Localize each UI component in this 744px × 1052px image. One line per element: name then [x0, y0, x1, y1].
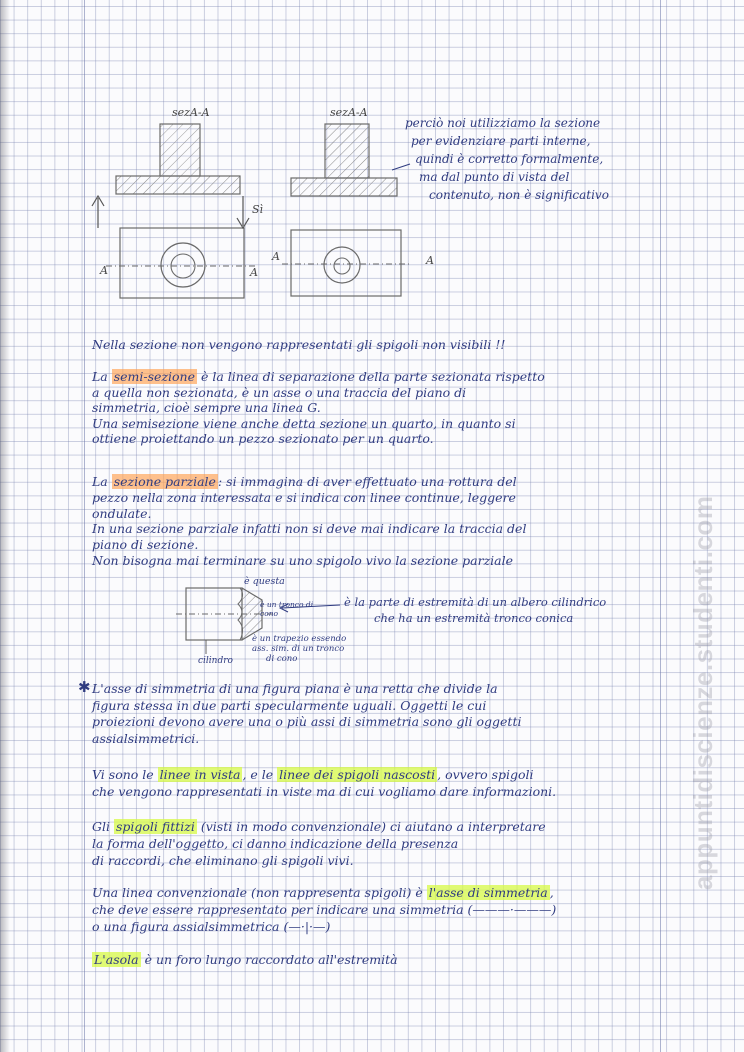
p5-post: , ovvero spigoli — [437, 767, 534, 782]
highlight-semi-sezione: semi-sezione — [113, 369, 196, 384]
p3-line: Non bisogna mai terminare su uno spigolo vivo la sezione parziale — [92, 552, 514, 568]
sketch-label-questa: è questa — [244, 576, 285, 587]
side-note-line: è la parte di estremità di un albero cilindrico — [344, 595, 607, 609]
p2-line: simmetria, cioè sempre una linea G. — [92, 400, 321, 416]
p4-line: L'asse di simmetria di una figura piana è una retta che divide la — [92, 681, 498, 696]
intro-line: quindi è corretto formalmente, — [415, 152, 604, 166]
p7-line: che deve essere rappresentato per indicare una simmetria (———·———) — [92, 902, 557, 917]
p3-pre: La — [92, 474, 108, 489]
p6-line: la forma dell'oggetto, ci danno indicazione della presenza — [92, 836, 459, 851]
p7-line: o una figura assialsimmetrica (—·|·—) — [92, 919, 331, 934]
arrow-label-a2: A — [250, 266, 258, 279]
trapezio-line: ass. sim. di un tronco — [252, 644, 345, 654]
p3-line: pezzo nella zona interessata e si indica con linee continue, leggere — [92, 489, 516, 505]
p2-line: a quella non sezionata, è un asse o una traccia del piano di — [92, 384, 467, 400]
p6-post: (visti in modo convenzionale) ci aiutano a interpretare — [200, 819, 546, 834]
section-label-right: sezA-A — [330, 106, 368, 119]
p4-line: proiezioni devono avere una o più assi di simmetria sono gli oggetti — [92, 714, 522, 729]
p2-line: ottiene proiettando un pezzo sezionato per un quarto. — [92, 431, 434, 447]
section-label-left: sezA-A — [172, 106, 210, 119]
asterisk-mark: ✱ — [78, 678, 91, 696]
highlight-asse-simmetria: l'asse di simmetria — [428, 885, 548, 900]
arrow-label-si: Sì — [252, 203, 264, 216]
p7-pre: Una linea convenzionale (non rappresenta spigoli) è — [92, 885, 423, 900]
p6-line: di raccordi, che eliminano gli spigoli vivi. — [92, 853, 354, 868]
p2-line: è la linea di separazione della parte sezionata rispetto — [201, 369, 545, 384]
intro-line: ma dal punto di vista del — [419, 170, 570, 184]
paragraph-asse-simmetria — [78, 678, 522, 747]
paragraph-linee-vista — [92, 766, 556, 800]
sketch-label-tronco: è un tronco di cono — [260, 600, 314, 618]
sketch-label-cilindro: cilindro — [198, 656, 233, 666]
arrow-label-a3: A — [272, 250, 280, 263]
highlight-linee-vista: linee in vista — [159, 767, 241, 782]
intro-line: per evidenziare parti interne, — [411, 134, 591, 148]
paragraph-linea-convenzionale — [92, 884, 556, 935]
p8-post: è un foro lungo raccordato all'estremità — [144, 952, 398, 967]
sketch-label-trapezio — [252, 634, 346, 664]
section-drawing-left — [92, 124, 256, 298]
trapezio-line: è un trapezio essendo — [252, 634, 347, 644]
p6-pre: Gli — [92, 819, 110, 834]
paragraph-no-hidden-edges: Nella sezione non vengono rappresentati gli spigoli non visibili !! — [92, 337, 506, 352]
highlight-asola: L'asola — [94, 952, 139, 967]
p4-line: figura stessa in due parti specularmente uguali. Oggetti le cui — [92, 697, 487, 713]
intro-line: contenuto, non è significativo — [429, 188, 609, 202]
p3-line: : si immagina di aver effettuato una rottura del — [217, 474, 517, 489]
section-drawing-right — [282, 124, 412, 296]
p7-post: , — [549, 885, 554, 900]
sketch-side-note — [344, 594, 606, 626]
p2-pre: La — [92, 369, 108, 384]
intro-line: perciò noi utilizziamo la sezione — [405, 116, 601, 130]
p3-line: piano di sezione. — [92, 537, 199, 553]
paragraph-semi-sezione — [92, 369, 545, 447]
p5-pre: Vi sono le — [92, 767, 154, 782]
highlight-spigoli-fittizi: spigoli fittizi — [115, 819, 195, 834]
paragraph-asola — [92, 953, 398, 968]
p5-mid: , e le — [242, 767, 274, 782]
side-note-line: che ha un estremità tronco conica — [374, 611, 574, 625]
p2-line: Una semisezione viene anche detta sezione un quarto, in quanto si — [92, 415, 516, 431]
p4-line: assialsimmetrici. — [92, 730, 200, 746]
paragraph-sezione-parziale — [92, 474, 526, 569]
arrow-label-a4: A — [426, 254, 434, 267]
p3-line: In una sezione parziale infatti non si deve mai indicare la traccia del — [92, 521, 527, 537]
paragraph-spigoli-fittizi — [92, 818, 546, 869]
intro-note — [405, 114, 609, 204]
p5-line: che vengono rappresentati in viste ma di cui vogliamo dare informazioni. — [92, 784, 557, 799]
trapezio-line: di cono — [266, 654, 298, 664]
highlight-spigoli-nascosti: linee dei spigoli nascosti — [279, 767, 436, 782]
watermark: appuntidiscienze.studenti.com — [688, 495, 718, 890]
p3-line: ondulate. — [92, 505, 152, 521]
arrow-label-a1: A — [100, 264, 108, 277]
highlight-sezione-parziale: sezione parziale — [113, 474, 216, 489]
